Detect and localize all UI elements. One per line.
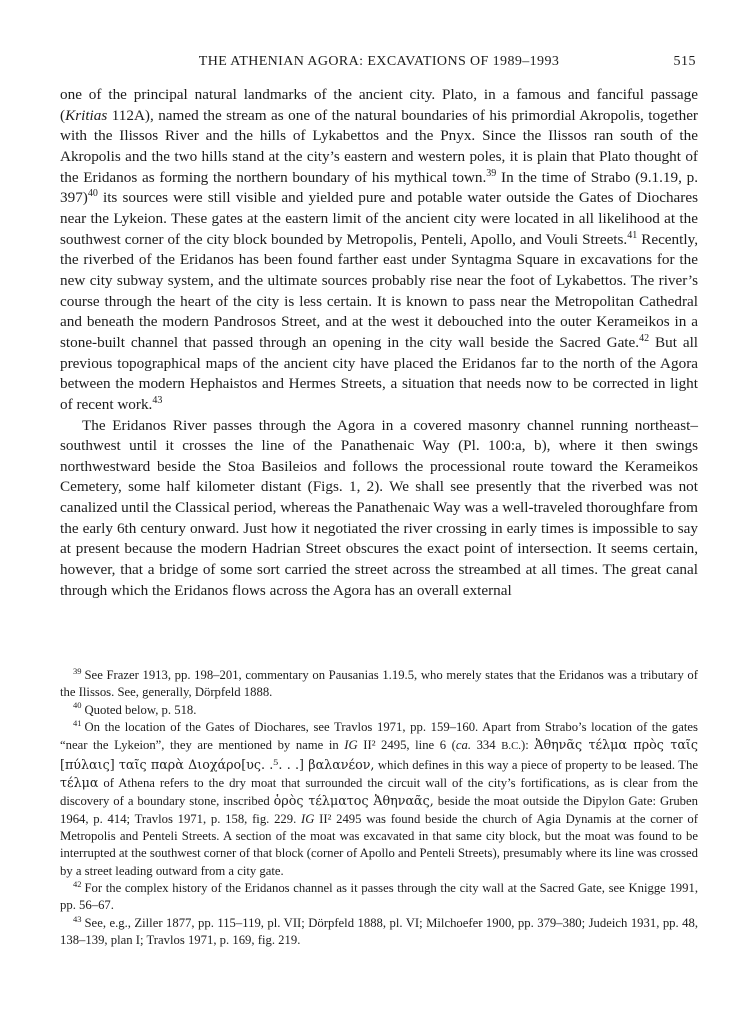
page-number: 515 <box>673 54 696 69</box>
footnote-marker-43: 43 <box>73 913 82 924</box>
footnote-41 <box>60 719 698 880</box>
text-run: 112A), named the stream as one of the natural boundaries of his primordial Akropolis, together with the Ilissos River and the hills of Lykabettos and the Pnyx. Since the Ilissos ran south of the Akropolis and the two hills stand at the city’s eastern and western poles, it is plain that Plato thought of the Eridanos as forming the northern boundary of his mythical town. <box>60 106 698 186</box>
paragraph-1 <box>60 85 698 416</box>
footnote-40 <box>60 702 698 719</box>
footnote-42 <box>60 880 698 915</box>
greek-boundary-stone-text: ὁρὸς τέλματος Ἀθηναᾶς, <box>273 793 434 809</box>
footnote-text: of Athena refers to the dry moat that surrounded the circuit wall of the city’s fortifications, as is clear from the discovery of a boundary stone, inscribed <box>60 776 698 809</box>
footnote-text: On the location of the Gates of Diochares, see Travlos 1971, pp. 159–160. Apart from Strabo’s location of the gates “near the Lykeion”, they are mentioned by name in <box>60 720 698 753</box>
footnote-39 <box>60 667 698 702</box>
paragraph-2 <box>60 416 698 602</box>
footnote-ref-39: 39 <box>486 167 497 179</box>
greek-word-telma: τέλμα <box>60 775 99 791</box>
footnote-text: beside the moat outside the Dipylon Gate: Gruben 1964, p. 414; Travlos 1971, p. 158, fig. 229. <box>60 794 698 826</box>
footnote-43 <box>60 915 698 950</box>
body-text <box>60 85 698 601</box>
footnote-text: Quoted below, p. 518. <box>84 702 197 717</box>
footnote-ref-41: 41 <box>627 229 638 241</box>
text-run: one of the principal natural landmarks of the ancient city. Plato, in a famous and fanciful passage ( <box>60 86 698 124</box>
italic-title-kritias: Kritias <box>65 106 108 124</box>
footnote-text: 334 <box>471 738 502 753</box>
footnote-marker-42: 42 <box>73 878 82 889</box>
italic-ig-citation: IG <box>301 811 315 826</box>
text-run: The Eridanos River passes through the Agora in a covered masonry channel running northeast–southwest until it crosses the line of the Panathenaic Way (Pl. 100:a, b), where it then swings northwestward beside the Stoa Basileios and follows the processional route toward the Kerameikos Cemetery, some half kilometer distant (Figs. 1, 2). We shall see presently that the riverbed was not canalized until the Classical period, whereas the Panathenaic Way was a well-traveled thoroughfare from the early 6th century onward. Just how it negotiated the river crossing in early times is impossible to say at present because the modern Hadrian Street obscures the exact point of intersection. It seems certain, however, that a bridge of some sort carried the street across the streambed at all times. The great canal through which the Eridanos flows across the Agora has an overall external <box>60 416 698 599</box>
footnote-marker-39: 39 <box>73 665 82 676</box>
footnote-text: which defines in this way a piece of property to be leased. The <box>374 757 698 772</box>
footnote-text: ): <box>520 738 535 753</box>
footnote-text: For the complex history of the Eridanos channel as it passes through the city wall at the Sacred Gate, see Knigge 1991, pp. 56–67. <box>60 881 698 913</box>
text-run: In the time of Strabo (9.1.19, p. 397) <box>60 168 698 207</box>
text-run: Recently, the riverbed of the Eridanos has been found farther east under Syntagma Square in excavations for the new city subway system, and the ultimate sources probably rise near the foot of Lykabettos. The river’s course through the heart of the city is less certain. It is known to pass near the Metropolitan Cathedral and beneath the modern Pandrosos Street, and at the west it debouched into the outer Kerameikos in a stone-built channel that passed through an opening in the city wall beside the Sacred Gate. <box>60 230 698 351</box>
smallcaps-bc: B.C. <box>501 740 521 753</box>
footnote-ref-43: 43 <box>152 394 163 406</box>
page-header <box>60 54 698 70</box>
italic-circa: ca. <box>455 738 472 753</box>
italic-ig-citation: IG <box>344 738 358 753</box>
greek-inscription-text: Ἀθηνᾶς τέλμα πρὸς ταῖς [πύλαις] ταῖς παρὰ Διοχάρο[υς. .⁵. . .] βαλανέον, <box>60 737 698 772</box>
running-title: THE ATHENIAN AGORA: EXCAVATIONS OF 1989–1993 <box>198 54 560 69</box>
footnote-text: See, e.g., Ziller 1877, pp. 115–119, pl. VII; Dörpfeld 1888, pl. VI; Milchoefer 1900, pp. 379–380; Judeich 1931, pp. 48, 138–139, plan I; Travlos 1971, p. 169, fig. 219. <box>60 915 698 948</box>
text-run: its sources were still visible and yielded pure and potable water outside the Gates of Diochares near the Lykeion. These gates at the eastern limit of the ancient city were located in all likelihood at the southwest corner of the city block bounded by Metropolis, Penteli, Apollo, and Vouli Streets. <box>60 189 698 248</box>
footnote-marker-40: 40 <box>73 700 82 711</box>
footnote-text: II² 2495, line 6 ( <box>357 738 456 753</box>
footnote-marker-41: 41 <box>73 717 82 728</box>
footnotes-section <box>60 667 698 950</box>
footnote-text: II² 2495 was found beside the church of Agia Dynamis at the corner of Metropolis and Penteli Streets. A section of the moat was excavated in that same city block, but the moat was found to be interrupted at the southwest corner of that block (corner of Apollo and Penteli Streets), presumably where its line was crossed by a street leading outward from a city gate. <box>60 811 698 878</box>
footnote-ref-40: 40 <box>87 188 98 200</box>
footnote-text: See Frazer 1913, pp. 198–201, commentary on Pausanias 1.19.5, who merely states that the Eridanos was a tributary of the Ilissos. See, generally, Dörpfeld 1888. <box>60 668 698 700</box>
text-run: But all previous topographical maps of the ancient city have placed the Eridanos far to the north of the Agora between the modern Hephaistos and Hermes Streets, a situation that needs now to be corrected in light of recent work. <box>60 333 699 413</box>
footnote-ref-42: 42 <box>639 332 650 344</box>
